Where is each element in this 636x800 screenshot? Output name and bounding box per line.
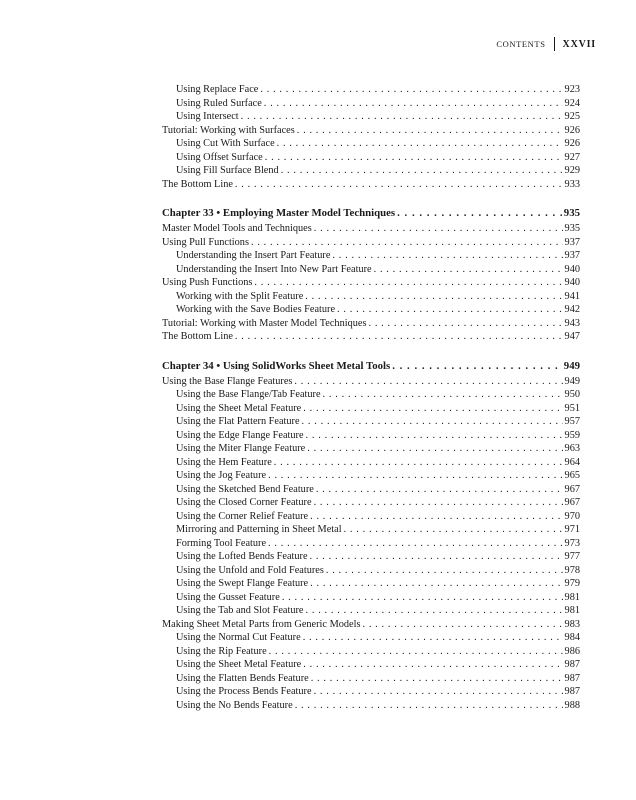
toc-entry-title: Using Offset Surface [176, 151, 263, 163]
toc-entry-page: 926 [564, 124, 580, 136]
toc-entry-title: Working with the Save Bodies Feature [176, 304, 336, 315]
dot-leader [264, 98, 563, 109]
toc-entry-title: Using the Closed Corner Feature [176, 497, 312, 508]
toc-entry-page: 964 [564, 456, 580, 468]
toc-entry-title: Using the Flatten Bends Feature [176, 672, 309, 684]
toc-entry-title: Using the Corner Relief Feature [176, 510, 309, 522]
toc-entry [162, 430, 580, 444]
toc-entry [162, 250, 580, 264]
dot-leader [362, 619, 562, 630]
chapter-heading-33 [162, 207, 580, 221]
dot-leader [297, 125, 563, 136]
dot-leader [295, 700, 563, 711]
toc-group-1 [162, 84, 580, 192]
toc-entry [162, 524, 580, 538]
dot-leader [268, 538, 563, 549]
toc-entry-page: 987 [564, 686, 580, 697]
dot-leader [277, 138, 563, 149]
toc-entry-title: Using Cut With Surface [176, 138, 275, 149]
dot-leader [310, 578, 562, 589]
dot-leader [332, 250, 562, 261]
toc-entry-title: Using Ruled Surface [176, 97, 262, 109]
dot-leader [310, 551, 563, 562]
dot-leader [241, 111, 563, 122]
dot-leader [397, 207, 562, 219]
toc-entry [162, 497, 580, 511]
toc-entry-page: 971 [564, 524, 580, 535]
dot-leader [314, 686, 563, 697]
toc-entry-title: Tutorial: Working with Master Model Techniques [162, 317, 367, 329]
page-number: XXVII [562, 38, 596, 50]
toc-entry-title: Using the Hem Feature [176, 456, 272, 468]
toc-entry-page: 940 [564, 277, 580, 288]
toc-entry [162, 331, 580, 345]
dot-leader [294, 376, 562, 387]
toc-entry [162, 484, 580, 498]
dot-leader [303, 632, 563, 643]
toc-entry-title: Using the Swept Flange Feature [176, 578, 309, 589]
toc-entry-page: 942 [564, 304, 580, 315]
toc-entry [162, 403, 580, 417]
toc-entry-page: 987 [564, 659, 580, 670]
toc-entry [162, 619, 580, 633]
chapter-title: Chapter 33 • Employing Master Model Techniques [162, 207, 396, 219]
toc-entry-page: 965 [564, 470, 580, 481]
toc-entry [162, 646, 580, 660]
toc-entry-page: 935 [564, 223, 580, 234]
dot-leader [311, 673, 563, 684]
toc-entry [162, 304, 580, 318]
toc-entry-title: Using the Sheet Metal Feature [176, 659, 302, 670]
toc-entry [162, 125, 580, 139]
dot-leader [302, 416, 563, 427]
toc-entry-page: 937 [564, 250, 580, 261]
toc-entry-title: Using the Sheet Metal Feature [176, 402, 302, 414]
toc-entry-title: Using the Normal Cut Feature [176, 632, 301, 643]
toc-entry-page: 957 [564, 416, 580, 427]
dot-leader [310, 511, 562, 522]
toc-entry-page: 981 [564, 605, 580, 616]
toc-entry-title: Understanding the Insert Into New Part Feature [176, 263, 372, 275]
toc-entry-title: Tutorial: Working with Surfaces [162, 124, 295, 136]
toc-entry-title: The Bottom Line [162, 331, 233, 342]
dot-leader [303, 659, 562, 670]
toc-entry [162, 686, 580, 700]
toc-entry-title: Using the Lofted Bends Feature [176, 551, 308, 562]
dot-leader [314, 223, 563, 234]
toc-entry [162, 165, 580, 179]
dot-leader [307, 443, 562, 454]
dot-leader [260, 84, 562, 95]
toc-entry [162, 700, 580, 714]
toc-entry [162, 443, 580, 457]
toc-entry-page: 959 [564, 429, 580, 441]
toc-entry-page: 937 [564, 236, 580, 248]
toc-entry-page: 947 [564, 331, 580, 342]
toc-entry-title: Using the Unfold and Fold Features [176, 564, 324, 576]
toc-entry-title: Using the Tab and Slot Feature [176, 605, 304, 616]
toc-entry-title: Using the Jog Feature [176, 470, 267, 481]
toc-entry-title: Using the Base Flange Features [162, 375, 293, 387]
dot-leader [337, 304, 563, 315]
toc-entry-title: Using the Flat Pattern Feature [176, 416, 300, 427]
dot-leader [392, 360, 562, 372]
toc-entry [162, 632, 580, 646]
dot-leader [235, 179, 563, 190]
toc-entry-page: 950 [564, 389, 580, 400]
toc-entry [162, 291, 580, 305]
toc-entry-page: 981 [564, 591, 580, 603]
toc-entry-page: 967 [564, 497, 580, 508]
dot-leader [323, 389, 563, 400]
toc-entry-page: 925 [564, 111, 580, 122]
toc-entry [162, 416, 580, 430]
toc-entry [162, 111, 580, 125]
toc-entry-title: Using Replace Face [176, 84, 259, 95]
toc-entry-page: 941 [564, 290, 580, 302]
dot-leader [306, 430, 563, 441]
toc-entry-page: 986 [564, 645, 580, 657]
toc-entry-title: Using Intersect [176, 111, 239, 122]
toc-entry [162, 592, 580, 606]
toc-entry-title: Understanding the Insert Part Feature [176, 250, 331, 261]
toc-entry-page: 924 [564, 97, 580, 109]
toc-entry-title: Using the Rip Feature [176, 645, 267, 657]
chapter-heading-34 [162, 360, 580, 374]
toc-entry [162, 551, 580, 565]
toc-entry-title: Mirroring and Patterning in Sheet Metal [176, 524, 342, 535]
toc-entry [162, 264, 580, 278]
toc-entry-title: Using the Miter Flange Feature [176, 443, 306, 454]
dot-leader [251, 237, 563, 248]
toc-entry-page: 933 [564, 178, 580, 190]
toc-entry-page: 940 [564, 263, 580, 275]
toc-entry [162, 538, 580, 552]
running-header [496, 37, 596, 51]
toc-entry [162, 152, 580, 166]
toc-entry [162, 318, 580, 332]
dot-leader [254, 277, 562, 288]
dot-leader [305, 291, 562, 302]
chapter-page: 935 [563, 207, 580, 219]
toc-entry [162, 277, 580, 291]
toc-entry-page: 929 [564, 165, 580, 176]
dot-leader [235, 331, 563, 342]
toc-entry [162, 578, 580, 592]
toc-group-2 [162, 223, 580, 345]
toc-entry-page: 943 [564, 317, 580, 329]
toc-entry-title: Master Model Tools and Techniques [162, 223, 312, 234]
toc-entry-title: Using the Process Bends Feature [176, 686, 312, 697]
toc-entry-title: Using the Base Flange/Tab Feature [176, 389, 321, 400]
toc-entry [162, 565, 580, 579]
toc-entry-page: 967 [564, 483, 580, 495]
toc-entry-page: 988 [564, 699, 580, 711]
toc-entry [162, 237, 580, 251]
toc-entry-title: The Bottom Line [162, 178, 233, 190]
toc-entry [162, 84, 580, 98]
toc-entry [162, 673, 580, 687]
toc-entry [162, 179, 580, 193]
toc-entry-title: Using Pull Functions [162, 236, 249, 248]
toc-entry-title: Using the Gusset Feature [176, 591, 280, 603]
toc-entry-page: 927 [564, 151, 580, 163]
toc-entry [162, 659, 580, 673]
toc-entry-page: 978 [564, 564, 580, 576]
dot-leader [326, 565, 563, 576]
chapter-title: Chapter 34 • Using SolidWorks Sheet Metal Tools [162, 359, 391, 372]
dot-leader [374, 264, 563, 275]
toc-entry [162, 223, 580, 237]
toc-entry-title: Using the Edge Flange Feature [176, 429, 304, 441]
toc-entry [162, 511, 580, 525]
dot-leader [282, 592, 563, 603]
toc-entry-title: Using the Sketched Bend Feature [176, 483, 314, 495]
toc-entry-title: Using the No Bends Feature [176, 699, 293, 711]
dot-leader [265, 152, 563, 163]
toc-entry-page: 983 [564, 618, 580, 630]
toc-entry-page: 977 [564, 551, 580, 562]
toc-entry-title: Using Push Functions [162, 277, 253, 288]
dot-leader [269, 646, 563, 657]
toc-entry-title: Forming Tool Feature [176, 537, 267, 549]
dot-leader [368, 318, 562, 329]
chapter-page: 949 [563, 359, 580, 372]
header-label: CONTENTS [496, 39, 546, 49]
toc-entry-page: 949 [564, 375, 580, 387]
toc-entry-title: Using Fill Surface Blend [176, 165, 279, 176]
toc-entry [162, 376, 580, 390]
table-of-contents [162, 84, 580, 713]
dot-leader [303, 403, 562, 414]
dot-leader [316, 484, 563, 495]
toc-entry [162, 389, 580, 403]
toc-entry-page: 987 [564, 672, 580, 684]
toc-entry [162, 470, 580, 484]
dot-leader [314, 497, 563, 508]
toc-entry-page: 984 [564, 632, 580, 643]
dot-leader [268, 470, 562, 481]
toc-group-3 [162, 376, 580, 714]
toc-entry [162, 605, 580, 619]
dot-leader [306, 605, 563, 616]
toc-entry [162, 138, 580, 152]
dot-leader [281, 165, 563, 176]
toc-entry-page: 923 [564, 84, 580, 95]
toc-entry-page: 951 [564, 402, 580, 414]
toc-entry-title: Making Sheet Metal Parts from Generic Models [162, 618, 361, 630]
toc-entry [162, 457, 580, 471]
toc-entry-page: 970 [564, 510, 580, 522]
dot-leader [344, 524, 563, 535]
toc-entry-page: 963 [564, 443, 580, 454]
toc-entry-title: Working with the Split Feature [176, 290, 304, 302]
toc-entry [162, 98, 580, 112]
toc-entry-page: 926 [564, 138, 580, 149]
toc-entry-page: 979 [564, 578, 580, 589]
toc-entry-page: 973 [564, 537, 580, 549]
dot-leader [274, 457, 563, 468]
